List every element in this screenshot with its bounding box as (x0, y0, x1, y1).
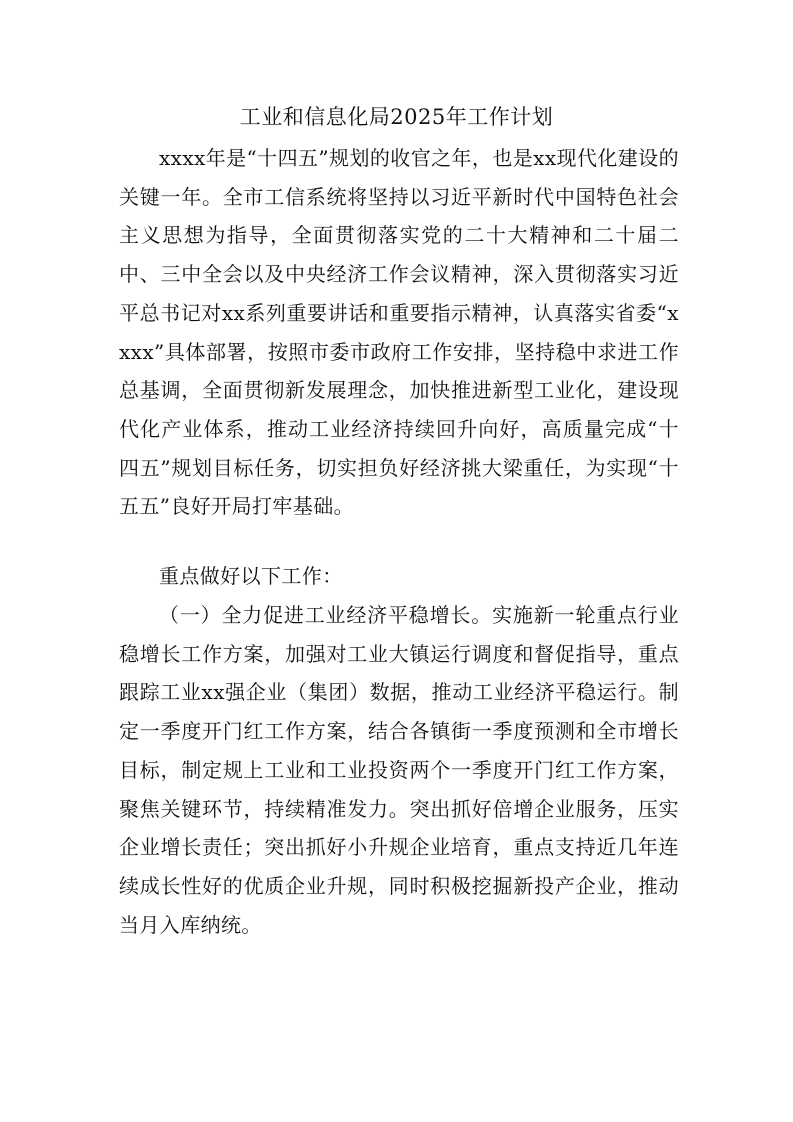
paragraph-key-tasks-heading: 重点做好以下工作： (159, 564, 343, 588)
document-title: 工业和信息化局2025年工作计划 (239, 105, 554, 129)
paragraph-intro: xxxx年是“十四五”规划的收官之年，也是xx现代化建设的关键一年。全市工信系统将坚持以习近平新时代中国特色社会主义思想为指导，全面贯彻落实党的二十大精神和二十届二中、三中全会以及中央经济工作会议精神，深入贯彻落实习近平总书记对xx系列重要讲话和重要指示精神，认真落实省委“xxxx”具体部署，按照市委市政府工作安排，坚持稳中求进工作总基调，全面贯彻新发展理念，加快推进新型工业化，建设现代化产业体系，推动工业经济持续回升向好，高质量完成“十四五”规划目标任务，切实担负好经济挑大梁重任，为实现“十五五”良好开局打牢基础。 (119, 146, 679, 519)
paragraph-section-one: （一）全力促进工业经济平稳增长。实施新一轮重点行业稳增长工作方案，加强对工业大镇运行调度和督促指导，重点跟踪工业xx强企业（集团）数据，推动工业经济平稳运行。制定一季度开门红工作方案，结合各镇街一季度预测和全市增长目标，制定规上工业和工业投资两个一季度开门红工作方案，聚焦关键环节，持续精准发力。突出抓好倍增企业服务，压实企业增长责任；突出抓好小升规企业培育，重点支持近几年连续成长性好的优质企业升规，同时积极挖掘新投产企业，推动当月入库纳统。 (119, 603, 679, 937)
